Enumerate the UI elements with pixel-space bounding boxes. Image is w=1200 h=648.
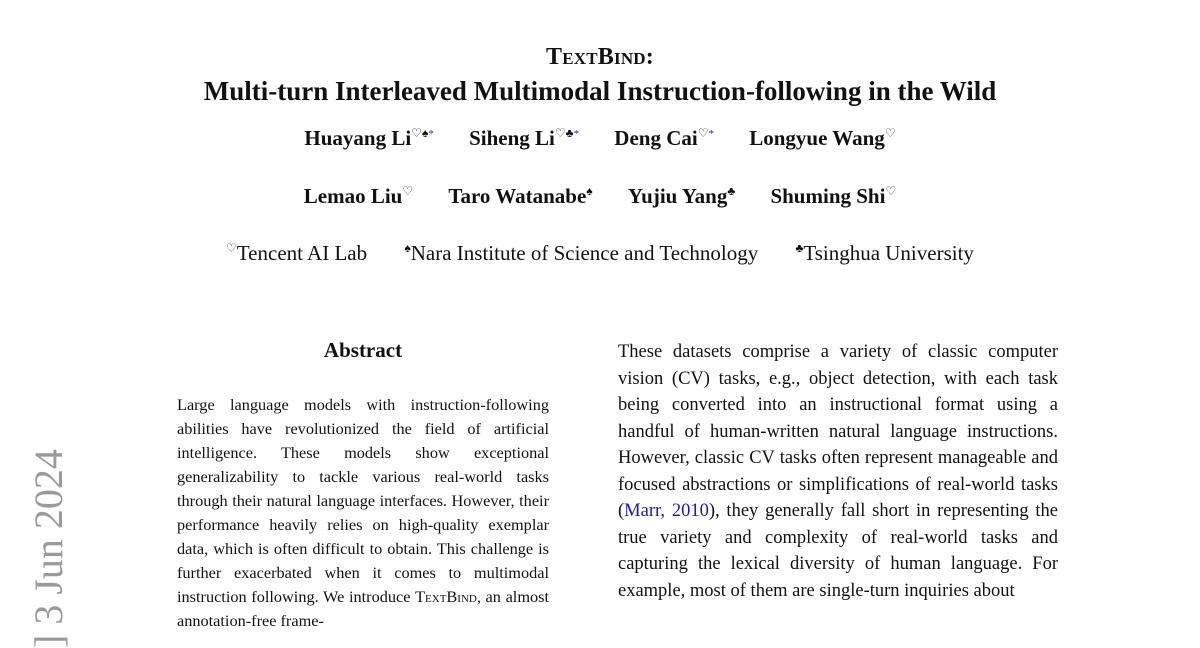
intro-paragraph: These datasets comprise a variety of classic computer vision (CV) tasks, e.g., object detection, with each task being converted into an instructional format using a handful of human-written natural language instructions. However, classic CV tasks often represent manageable and focused abstractions or simplifications of real-world tasks (Marr, 2010), they generally fall short in representing the true variety and complexity of real-world tasks and capturing the lexical diversity of human language. For example, most of them are single-turn inquiries about <box>618 342 1058 601</box>
author: Lemao Liu♡ <box>303 184 414 208</box>
affiliation-mark: ♠ <box>404 241 411 255</box>
affiliation: ♡Tencent AI Lab <box>226 241 368 265</box>
equal-contribution-mark: * <box>428 128 434 140</box>
authors-row-1 <box>0 126 1200 151</box>
abstract-body: Large language models with instruction-following abilities have revolutionized the field of artificial intelligence. These models show exceptional generalizability to tackle various real-world tasks through their natural language interfaces. However, their performance heavily relies on high-quality exemplar data, which is often difficult to obtain. This challenge is further exacerbated when it comes to multimodal instruction following. We introduce TextBind, an almost annotation-free frame- <box>177 395 549 630</box>
affiliation: ♠Nara Institute of Science and Technology <box>404 241 759 265</box>
author-affil-marks: ♡ <box>885 184 897 198</box>
title-line-1: TextBind: <box>546 44 654 70</box>
equal-contribution-mark: * <box>573 128 580 140</box>
author-affil-marks: ♡ <box>884 126 896 140</box>
author: Taro Watanabe♠ <box>448 184 593 208</box>
affiliation-mark: ♡ <box>226 241 237 255</box>
affiliation-mark: ♣ <box>795 241 804 255</box>
title-line-2: Multi-turn Interleaved Multimodal Instruction-following in the Wild <box>203 76 997 106</box>
paper-title <box>0 42 1200 108</box>
equal-contribution-mark: * <box>708 128 714 140</box>
author: Yujiu Yang♣ <box>627 184 736 208</box>
authors-row-2 <box>0 184 1200 209</box>
arxiv-side-stamp: ] 3 Jun 2024 <box>26 449 71 648</box>
author: Deng Cai♡* <box>614 126 714 150</box>
author-affil-marks: ♡ <box>402 184 414 198</box>
author: Huayang Li♡♠* <box>304 126 434 150</box>
author: Shuming Shi♡ <box>770 184 897 208</box>
affiliation: ♣Tsinghua University <box>795 241 974 265</box>
abstract-heading: Abstract <box>323 338 403 362</box>
citation-link[interactable]: Marr, 2010 <box>624 501 709 521</box>
author-affil-marks: ♣ <box>727 184 736 198</box>
textbind-name: TextBind <box>415 587 477 606</box>
author: Siheng Li♡♣* <box>469 126 580 150</box>
author-affil-marks: ♡♣ <box>554 126 574 140</box>
affiliations <box>0 241 1200 266</box>
author-affil-marks: ♠ <box>586 184 593 198</box>
author-affil-marks: ♡♠ <box>411 126 429 140</box>
author-affil-marks: ♡ <box>697 126 709 140</box>
author: Longyue Wang♡ <box>749 126 896 150</box>
